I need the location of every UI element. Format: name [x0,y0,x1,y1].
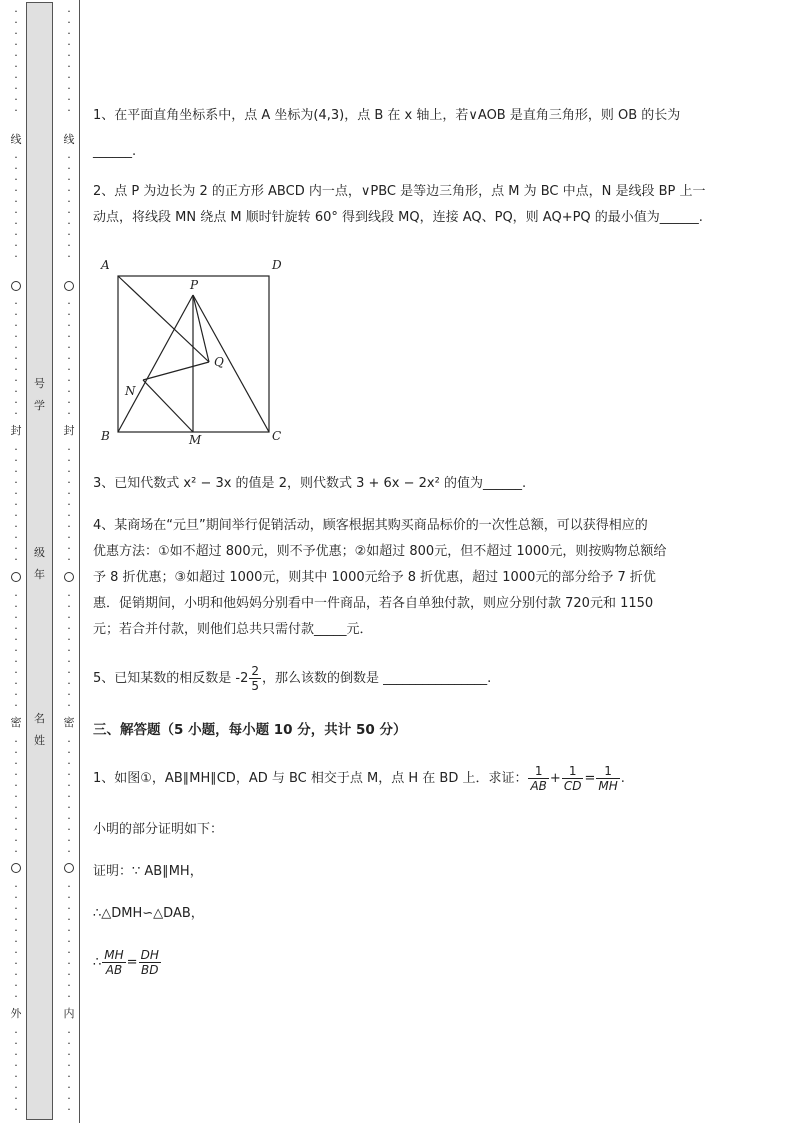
q5-fraction [249,664,261,693]
student-info-band [26,2,53,1120]
seal-label-wai: 外 [8,1007,24,1021]
dotted-column: · · · · · · · · · · · [14,589,18,712]
label-m: M [189,433,202,447]
inner-margin-rule [79,0,80,1123]
seal-label-mi: 密 [8,716,24,730]
segment-nq [143,362,209,380]
seal-label-mi: 密 [61,716,77,730]
dotted-column: · · · · · · · · · · · [67,297,71,420]
q3-line-1: 3、已知代数式 x² − 3x 的值是 2，则代数式 3 + 6x − 2x² 的值为______. [93,476,527,491]
s1-line-2: 小明的部分证明如下： [93,822,224,837]
field-label-xing: 姓 [34,734,45,747]
q5-fraction-den: 5 [251,679,260,693]
binding-hole [64,863,74,873]
field-label-hao: 号 [34,377,45,390]
q2-line-2: 动点，将线段 MN 绕点 M 顺时针旋转 60° 得到线段 MQ，连接 AQ、PQ，则 AQ+PQ 的最小值为______. [93,210,703,225]
square-geometry-figure [93,252,293,448]
q5-prefix: 5、已知某数的相反数是 - [93,671,241,686]
dotted-column: · · · · · · · · · · [14,151,18,263]
s1-line-1 [93,762,625,796]
field-label-ming: 名 [34,712,45,725]
binding-hole [11,281,21,291]
frac-num: 1 [528,764,548,779]
seal-label-xian: 线 [8,133,24,147]
s1-frac-dh-bd [139,948,161,977]
dotted-column: · · · · · · · · · · · [14,735,18,858]
dotted-column: · · · · · · · · · · · [67,735,71,858]
frac-den: AB [105,963,123,977]
q4-line-2: 优惠方法：①如不超过 800元，则不予优惠；②如超过 800元，但不超过 1000元，则按购物总额给 [93,544,667,559]
frac-den: MH [598,779,618,793]
q5-mixed-whole: 2 [240,671,249,686]
segment-bp [118,295,193,432]
q4-line-3: 予 8 折优惠；③如超过 1000元，则其中 1000元给予 8 折优惠，超过 1000元的部分给予 7 折优 [93,570,656,585]
q4-line-4: 惠．促销期间，小明和他妈妈分别看中一件商品，若各自单独付款，则应分别付款 720元和 1150 [93,596,654,611]
q2-line-1: 2、点 P 为边长为 2 的正方形 ABCD 内一点，∨PBC 是等边三角形，点 M 为 BC 中点，N 是线段 BP 上一 [93,184,706,199]
frac-num: 1 [562,764,584,779]
dotted-column: · · · · · · · · · · · [14,297,18,420]
dotted-column: · · · · · · · · · · [67,151,71,263]
s1-line-4: ∴△DMH∽△DAB， [93,906,204,921]
dotted-column: · · · · · · · · · · [14,5,18,117]
field-label-ji: 级 [34,546,45,559]
label-p: P [190,278,199,292]
frac-den: CD [563,779,582,793]
frac-num: DH [140,948,159,962]
binding-line-inner [63,0,75,1123]
dotted-column: · · · · · · · · · · [67,5,71,117]
frac-num: MH [104,948,124,962]
plus-sign: + [549,771,561,786]
section-3-title: 三、解答题（5 小题，每小题 10 分，共计 50 分） [93,722,407,738]
dotted-column: · · · · · · · · [67,1026,71,1116]
frac-den: AB [530,779,547,793]
seal-label-feng: 封 [8,424,24,438]
segment-pq [193,295,209,362]
s1-frac-1-mh [596,764,619,793]
dotted-column: · · · · · · · · [14,1026,18,1116]
label-d: D [272,258,282,272]
label-b: B [101,429,110,443]
s1-line-5 [93,946,162,980]
field-label-xue: 学 [34,399,45,412]
s1-statement: 1、如图①，AB∥MH∥CD，AD 与 BC 相交于点 M，点 H 在 BD 上．求证： [93,771,528,786]
dotted-column: · · · · · · · · · · · [14,443,18,566]
equals-sign: = [126,955,138,970]
period: . [620,771,625,786]
therefore-sign: ∴ [93,955,102,970]
field-label-nian: 年 [34,568,45,581]
q4-line-5: 元；若合并付款，则他们总共只需付款_____元． [93,622,373,637]
label-c: C [272,429,282,443]
dotted-column: · · · · · · · · · · · [14,880,18,1003]
seal-label-feng: 封 [61,424,77,438]
segment-nm [143,380,193,432]
s1-frac-1-ab [528,764,548,793]
q1-line-2: ______. [93,144,137,159]
binding-hole [11,572,21,582]
label-n: N [125,384,136,398]
q1-line-1: 1、在平面直角坐标系中，点 A 坐标为(4,3)，点 B 在 x 轴上，若∨AOB 是直角三角形，则 OB 的长为 [93,108,681,123]
equals-sign: = [584,771,596,786]
q5-line [93,664,491,694]
frac-den: BD [140,963,159,977]
binding-hole [64,281,74,291]
binding-hole [64,572,74,582]
binding-hole [11,863,21,873]
s1-frac-mh-ab [102,948,125,977]
label-q: Q [214,355,224,369]
binding-line-outer [10,0,22,1123]
dotted-column: · · · · · · · · · · · [67,443,71,566]
q5-fraction-num: 2 [251,664,260,678]
s1-line-3: 证明：∵ AB∥MH， [93,864,203,879]
dotted-column: · · · · · · · · · · · [67,880,71,1003]
label-a: A [101,258,110,272]
q5-suffix: ，那么该数的倒数是 ________________. [262,671,492,686]
s1-frac-1-cd [562,764,584,793]
dotted-column: · · · · · · · · · · · [67,589,71,712]
seal-label-nei: 内 [61,1007,77,1021]
frac-num: 1 [596,764,619,779]
seal-label-xian: 线 [61,133,77,147]
q4-line-1: 4、某商场在“元旦”期间举行促销活动，顾客根据其购买商品标价的一次性总额，可以获得相应的 [93,518,648,533]
